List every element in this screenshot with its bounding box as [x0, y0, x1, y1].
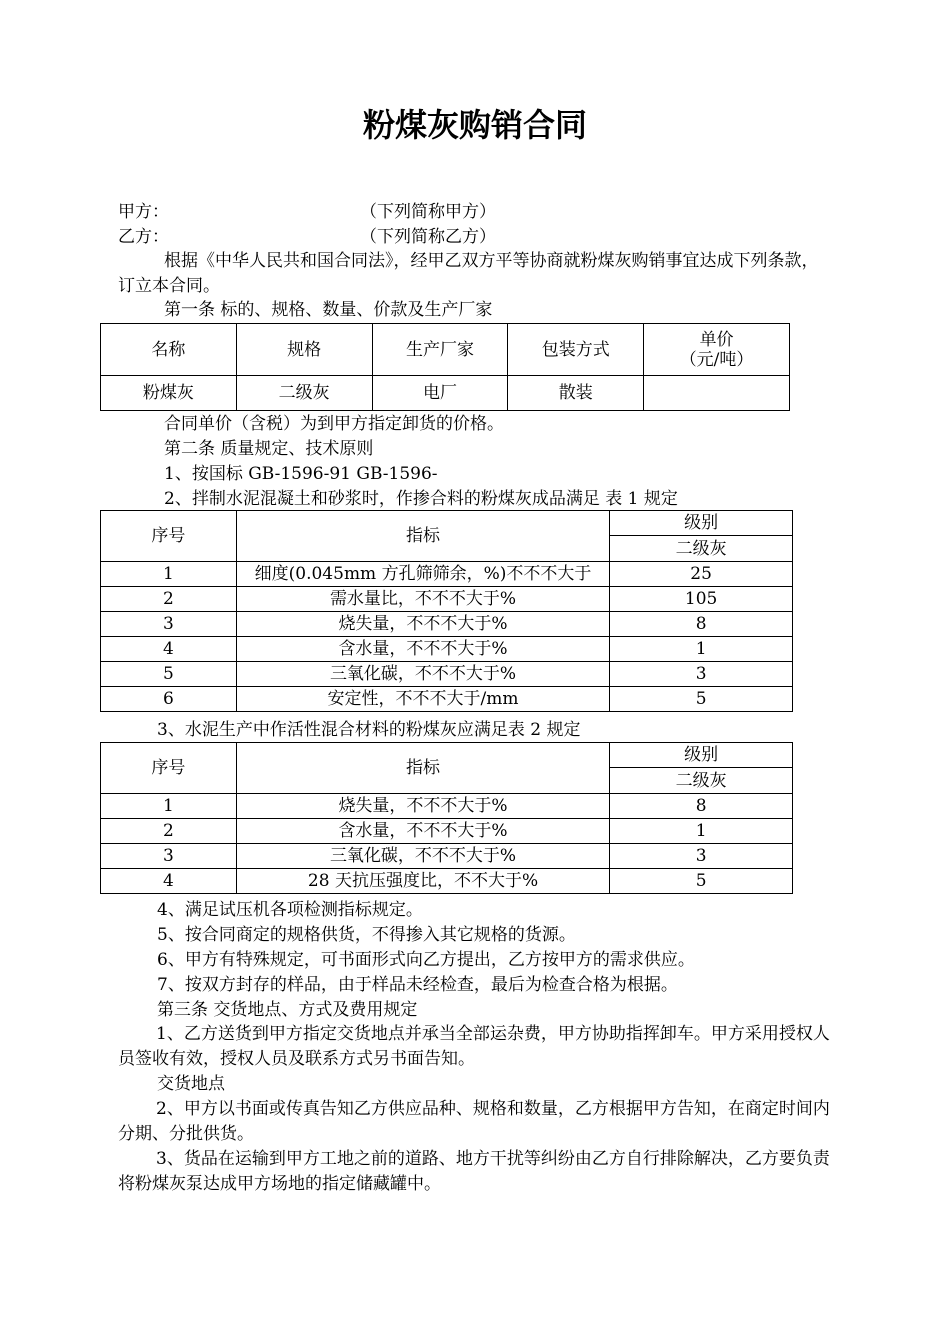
table-row	[101, 687, 793, 712]
table-row	[101, 637, 793, 662]
table-row	[101, 562, 793, 587]
table-row	[101, 844, 793, 869]
header-level: 级别	[610, 743, 793, 768]
row-value: 1	[610, 637, 793, 662]
article-3-heading: 第三条 交货地点、方式及费用规定	[157, 1000, 418, 1020]
table-cell: 散装	[508, 376, 644, 411]
table-header-row	[101, 511, 793, 536]
row-value: 105	[610, 587, 793, 612]
table-cell	[644, 376, 790, 411]
article-1-heading: 第一条 标的、规格、数量、价款及生产厂家	[164, 300, 493, 320]
header-no: 序号	[101, 743, 237, 794]
row-index: 烧失量，不不不大于%	[236, 794, 609, 819]
table-row	[101, 794, 793, 819]
product-table-header	[101, 324, 790, 376]
item-2-5: 5、按合同商定的规格供货，不得掺入其它规格的货源。	[157, 925, 576, 945]
item-2-7: 7、按双方封存的样品，由于样品未经检查，最后为检查合格为根据。	[157, 975, 678, 995]
row-index: 含水量，不不不大于%	[236, 637, 609, 662]
row-index: 安定性，不不不大于/mm	[236, 687, 609, 712]
row-number: 3	[101, 612, 237, 637]
item-2-6: 6、甲方有特殊规定，可书面形式向乙方提出，乙方按甲方的需求供应。	[157, 950, 695, 970]
table-row	[101, 662, 793, 687]
table-row	[101, 612, 793, 637]
item-2-4: 4、满足试压机各项检测指标规定。	[157, 900, 423, 920]
party-b-note: （下列简称乙方）	[360, 227, 496, 247]
table-cell: 电厂	[372, 376, 508, 411]
row-number: 3	[101, 844, 237, 869]
table-header-row	[101, 743, 793, 768]
item-2-2: 2、拌制水泥混凝土和砂浆时，作掺合料的粉煤灰成品满足 表 1 规定	[164, 489, 678, 509]
table-row	[101, 869, 793, 894]
header-index: 指标	[236, 743, 609, 794]
table-row	[101, 819, 793, 844]
row-number: 1	[101, 794, 237, 819]
header-grade: 二级灰	[610, 768, 793, 794]
header-level: 级别	[610, 511, 793, 536]
document-title: 粉煤灰购销合同	[362, 106, 587, 144]
row-number: 1	[101, 562, 237, 587]
table-cell: 二级灰	[236, 376, 372, 411]
item-3-1: 1、乙方送货到甲方指定交货地点并承当全部运杂费，甲方协助指挥卸车。甲方采用授权人员签收有效，授权人员及联系方式另书面告知。	[118, 1024, 830, 1069]
row-index: 需水量比，不不不大于%	[236, 587, 609, 612]
row-value: 8	[610, 794, 793, 819]
unit-price-unit: （元/吨）	[679, 349, 754, 370]
item-3-2: 2、甲方以书面或传真告知乙方供应品种、规格和数量，乙方根据甲方告知，在商定时间内分期、分批供货。	[118, 1099, 830, 1144]
item-2-1: 1、按国标 GB-1596-91 GB-1596-	[164, 464, 438, 484]
unit-price-label: 单价	[699, 329, 734, 350]
table-cell: 粉煤灰	[101, 376, 237, 411]
delivery-place-label: 交货地点	[157, 1074, 225, 1094]
item-2-3: 3、水泥生产中作活性混合材料的粉煤灰应满足表 2 规定	[157, 720, 581, 740]
row-value: 25	[610, 562, 793, 587]
row-value: 3	[610, 662, 793, 687]
row-index: 三氧化碳，不不不大于%	[236, 844, 609, 869]
row-number: 5	[101, 662, 237, 687]
table-2-body	[101, 794, 793, 894]
row-value: 3	[610, 844, 793, 869]
header-cell-unit-price	[644, 324, 790, 376]
header-grade: 二级灰	[610, 536, 793, 562]
row-value: 5	[610, 687, 793, 712]
header-index: 指标	[236, 511, 609, 562]
price-note: 合同单价（含税）为到甲方指定卸货的价格。	[164, 414, 504, 434]
product-table	[100, 323, 790, 411]
table-2-fly-ash-cement	[100, 742, 793, 894]
row-number: 6	[101, 687, 237, 712]
header-cell: 名称	[101, 324, 237, 376]
header-no: 序号	[101, 511, 237, 562]
item-3-3: 3、货品在运输到甲方工地之前的道路、地方干扰等纠纷由乙方自行排除解决，乙方要负责将粉煤灰泵达成甲方场地的指定储藏罐中。	[118, 1149, 830, 1194]
row-index: 三氧化碳，不不不大于%	[236, 662, 609, 687]
row-index: 烧失量，不不不大于%	[236, 612, 609, 637]
party-a-note: （下列简称甲方）	[360, 202, 496, 222]
row-number: 4	[101, 637, 237, 662]
row-number: 4	[101, 869, 237, 894]
table-1-body	[101, 562, 793, 712]
row-value: 8	[610, 612, 793, 637]
row-index: 细度(0.045mm 方孔筛筛余，%)不不不大于	[236, 562, 609, 587]
header-cell: 包装方式	[508, 324, 644, 376]
party-a-label: 甲方：	[118, 202, 169, 222]
row-value: 5	[610, 869, 793, 894]
row-number: 2	[101, 587, 237, 612]
row-value: 1	[610, 819, 793, 844]
row-index: 含水量，不不不大于%	[236, 819, 609, 844]
row-index: 28 天抗压强度比，不不大于%	[236, 869, 609, 894]
table-row	[101, 376, 790, 411]
party-b-label: 乙方：	[118, 227, 169, 247]
header-cell: 规格	[236, 324, 372, 376]
article-2-heading: 第二条 质量规定、技术原则	[164, 439, 374, 459]
table-1-fly-ash-concrete	[100, 510, 793, 712]
table-row	[101, 587, 793, 612]
header-cell: 生产厂家	[372, 324, 508, 376]
intro-paragraph: 根据《中华人民共和国合同法》，经甲乙双方平等协商就粉煤灰购销事宜达成下列条款，订立本合同。	[118, 251, 819, 296]
row-number: 2	[101, 819, 237, 844]
